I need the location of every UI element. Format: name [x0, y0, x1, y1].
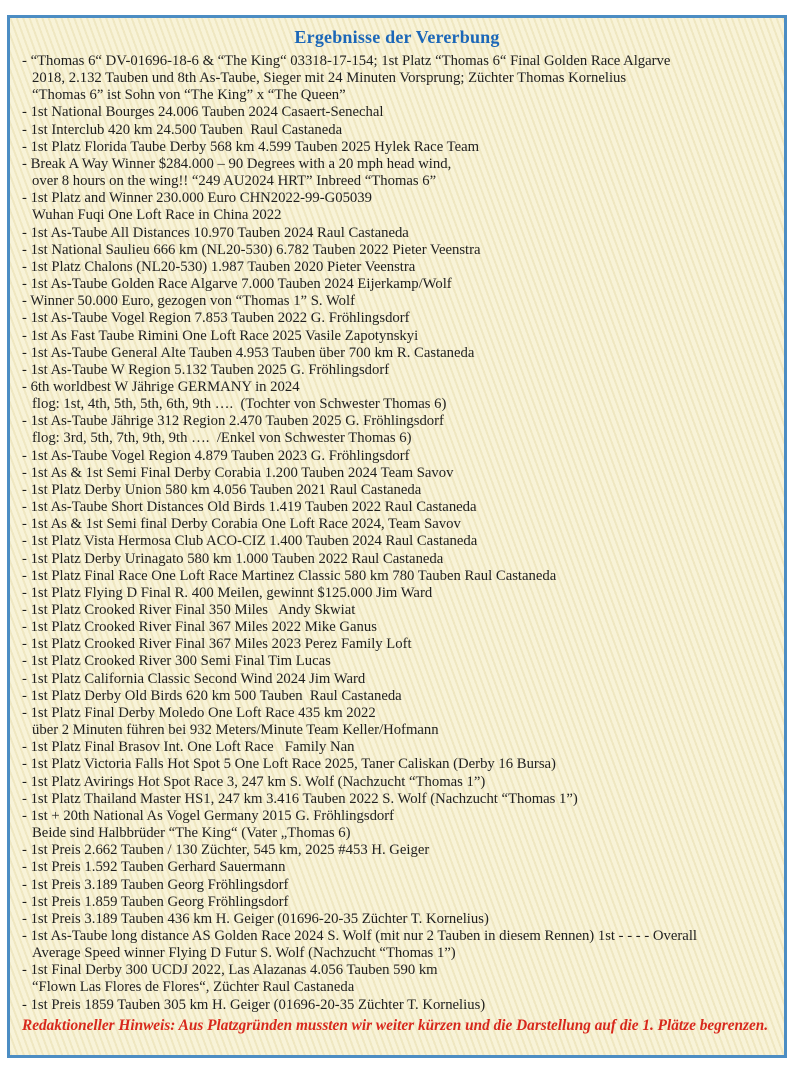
result-line: flog: 1st, 4th, 5th, 5th, 6th, 9th …. (Tochter von Schwester Thomas 6): [32, 396, 447, 413]
result-line: - 1st Platz Florida Taube Derby 568 km 4.599 Tauben 2025 Hylek Race Team: [22, 138, 480, 155]
result-line: Wuhan Fuqi One Loft Race in China 2022: [32, 207, 282, 224]
result-line: - 1st As-Taube Jährige 312 Region 2.470 Tauben 2025 G. Fröhlingsdorf: [22, 413, 444, 430]
result-line: - Break A Way Winner $284.000 – 90 Degrees with a 20 mph head wind,: [22, 155, 452, 172]
result-line: - 1st Preis 3.189 Tauben 436 km H. Geiger (01696-20-35 Züchter T. Kornelius): [22, 910, 489, 927]
editorial-note: Redaktioneller Hinweis: Aus Platzgründen mussten wir weiter kürzen und die Darstellung auf die 1. Plätze begrenzen.: [22, 1016, 769, 1034]
page-title: Ergebnisse der Vererbung: [294, 27, 500, 47]
result-line: - 1st Preis 1.592 Tauben Gerhard Sauermann: [22, 859, 286, 876]
result-line: - 1st Platz Final Race One Loft Race Martinez Classic 580 km 780 Tauben Raul Castaneda: [22, 567, 557, 584]
result-line: - 1st Platz Victoria Falls Hot Spot 5 One Loft Race 2025, Taner Caliskan (Derby 16 Bursa): [22, 756, 556, 773]
result-line: - 1st Platz Derby Union 580 km 4.056 Tauben 2021 Raul Castaneda: [22, 481, 422, 498]
result-line: - 1st Platz Final Brasov Int. One Loft Race Family Nan: [22, 739, 355, 756]
result-line: - Winner 50.000 Euro, gezogen von “Thomas 1” S. Wolf: [22, 293, 355, 310]
result-line: Beide sind Halbbrüder “The King“ (Vater „Thomas 6): [32, 825, 351, 842]
result-line: - 1st Platz Crooked River Final 367 Miles 2022 Mike Ganus: [22, 619, 377, 636]
result-line: - 1st Platz Avirings Hot Spot Race 3, 247 km S. Wolf (Nachzucht “Thomas 1”): [22, 773, 486, 790]
result-line: - 1st Platz Chalons (NL20-530) 1.987 Tauben 2020 Pieter Veenstra: [22, 258, 416, 275]
result-line: - 1st Interclub 420 km 24.500 Tauben Raul Castaneda: [22, 121, 343, 138]
result-line: “Flown Las Flores de Flores“, Züchter Raul Castaneda: [32, 979, 355, 996]
result-line: - 1st As-Taube Golden Race Algarve 7.000 Tauben 2024 Eijerkamp/Wolf: [22, 276, 452, 293]
result-line: - 1st Platz Thailand Master HS1, 247 km 3.416 Tauben 2022 S. Wolf (Nachzucht “Thomas 1”): [22, 790, 578, 807]
result-line: - 1st As-Taube Vogel Region 4.879 Tauben 2023 G. Fröhlingsdorf: [22, 447, 410, 464]
result-line: over 8 hours on the wing!! “249 AU2024 HRT” Inbreed “Thomas 6”: [32, 173, 437, 190]
result-line: - 1st As-Taube long distance AS Golden Race 2024 S. Wolf (mit nur 2 Tauben in diesem Rennen) 1st - - - - Overall: [22, 927, 697, 944]
result-line: - 1st Platz Crooked River 300 Semi Final Tim Lucas: [22, 653, 331, 670]
result-line: - 1st As-Taube General Alte Tauben 4.953 Tauben über 700 km R. Castaneda: [22, 344, 475, 361]
result-line: - 1st National Bourges 24.006 Tauben 2024 Casaert-Senechal: [22, 104, 384, 121]
result-line: - 1st Final Derby 300 UCDJ 2022, Las Alazanas 4.056 Tauben 590 km: [22, 962, 438, 979]
result-line: - 1st Platz Derby Old Birds 620 km 500 Tauben Raul Castaneda: [22, 687, 402, 704]
result-line: - 1st Preis 2.662 Tauben / 130 Züchter, 545 km, 2025 #453 H. Geiger: [22, 842, 430, 859]
result-line: - 1st Platz Crooked River Final 367 Miles 2023 Perez Family Loft: [22, 636, 412, 653]
results-panel: [7, 15, 787, 1058]
result-line: flog: 3rd, 5th, 7th, 9th, 9th …. /Enkel von Schwester Thomas 6): [32, 430, 412, 447]
results-list: [22, 53, 772, 1014]
result-line: - 1st Preis 1.859 Tauben Georg Fröhlingsdorf: [22, 893, 289, 910]
result-line: - 1st Platz and Winner 230.000 Euro CHN2022-99-G05039: [22, 190, 372, 207]
result-line: - 1st National Saulieu 666 km (NL20-530) 6.782 Tauben 2022 Pieter Veenstra: [22, 241, 481, 258]
result-line: - 6th worldbest W Jährige GERMANY in 2024: [22, 378, 300, 395]
result-line: - “Thomas 6“ DV-01696-18-6 & “The King“ 03318-17-154; 1st Platz “Thomas 6“ Final Golden Race Algarve: [22, 53, 671, 69]
result-line: - 1st Preis 3.189 Tauben Georg Fröhlingsdorf: [22, 876, 289, 893]
result-line: 2018, 2.132 Tauben und 8th As-Taube, Sieger mit 24 Minuten Vorsprung; Züchter Thomas Kornelius: [32, 70, 627, 87]
result-line: - 1st Preis 1859 Tauben 305 km H. Geiger (01696-20-35 Züchter T. Kornelius): [22, 996, 486, 1013]
result-line: über 2 Minuten führen bei 932 Meters/Minute Team Keller/Hofmann: [32, 722, 439, 739]
result-line: - 1st Platz California Classic Second Wind 2024 Jim Ward: [22, 670, 366, 687]
result-line: - 1st As & 1st Semi Final Derby Corabia 1.200 Tauben 2024 Team Savov: [22, 464, 454, 481]
result-line: - 1st As-Taube Short Distances Old Birds 1.419 Tauben 2022 Raul Castaneda: [22, 499, 477, 516]
result-line: - 1st Platz Final Derby Moledo One Loft Race 435 km 2022: [22, 704, 376, 721]
result-line: “Thomas 6” ist Sohn von “The King” x “The Queen”: [32, 87, 346, 104]
result-line: - 1st As-Taube W Region 5.132 Tauben 2025 G. Fröhlingsdorf: [22, 361, 390, 378]
result-line: - 1st + 20th National As Vogel Germany 2015 G. Fröhlingsdorf: [22, 807, 395, 824]
result-line: - 1st As-Taube Vogel Region 7.853 Tauben 2022 G. Fröhlingsdorf: [22, 310, 410, 327]
result-line: - 1st Platz Vista Hermosa Club ACO-CIZ 1.400 Tauben 2024 Raul Castaneda: [22, 533, 478, 550]
result-line: - 1st As & 1st Semi final Derby Corabia One Loft Race 2024, Team Savov: [22, 516, 461, 533]
result-line: - 1st Platz Derby Urinagato 580 km 1.000 Tauben 2022 Raul Castaneda: [22, 550, 444, 567]
result-line: Average Speed winner Flying D Futur S. Wolf (Nachzucht “Thomas 1”): [32, 945, 456, 962]
result-line: - 1st As Fast Taube Rimini One Loft Race 2025 Vasile Zapotynskyi: [22, 327, 419, 344]
result-line: - 1st As-Taube All Distances 10.970 Tauben 2024 Raul Castaneda: [22, 224, 409, 241]
result-line: - 1st Platz Flying D Final R. 400 Meilen, gewinnt $125.000 Jim Ward: [22, 584, 433, 601]
result-line: - 1st Platz Crooked River Final 350 Miles Andy Skwiat: [22, 602, 356, 618]
